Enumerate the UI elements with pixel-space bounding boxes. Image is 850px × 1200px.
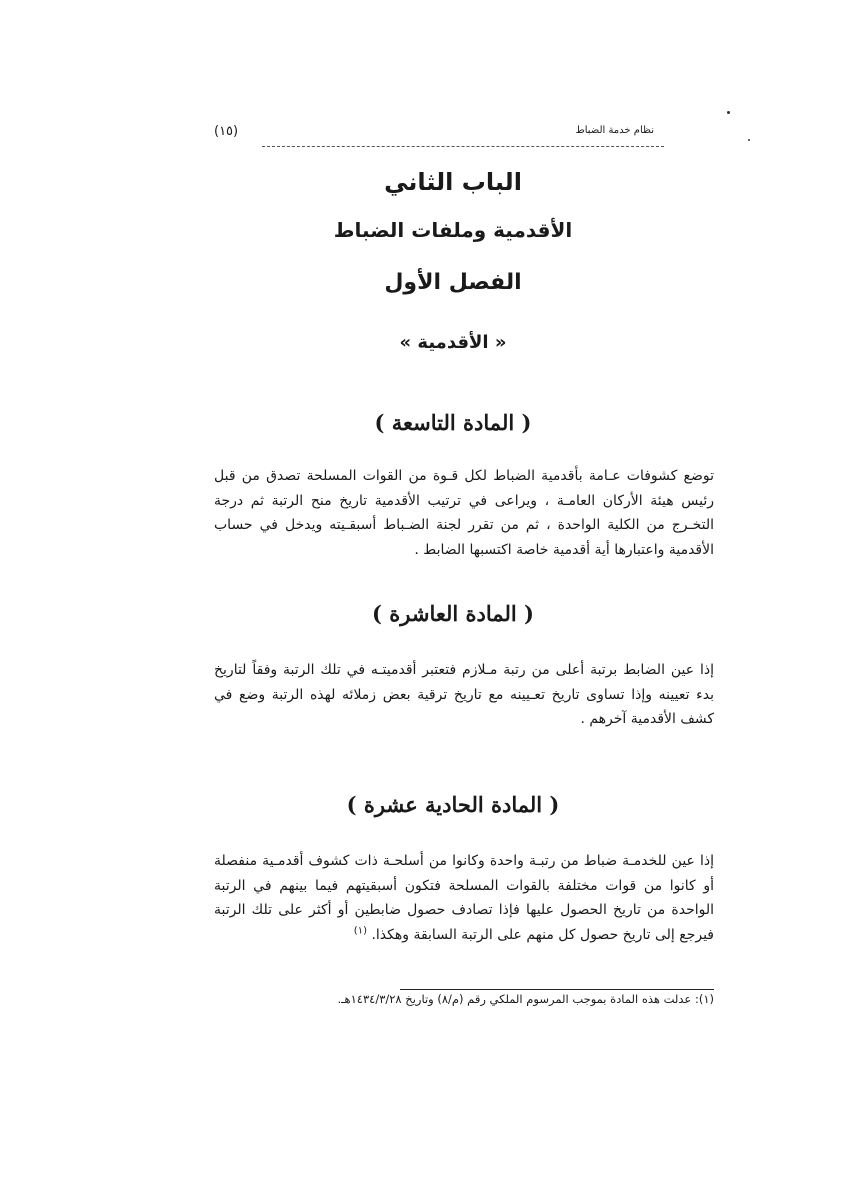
article-10-title: ( المادة العاشرة ) xyxy=(372,601,534,626)
footnote-marker: (١) xyxy=(353,924,367,936)
page-header xyxy=(214,124,666,148)
article-9-text: توضع كشوفات عـامة بأقدمية الضباط لكل قـوة من القوات المسلحة تصدق من قبل رئيس هيئة الأركان العامـة ، ويراعى في ترتيب الأقدمية تاريخ منح الرتبة ثم درجة التخـرج من الكلية الواحدة ، ثم من تقرر لجنة الضـباط أسبقـيته ويدخل في حساب الأقدمية واعتبارها أية أقدمية خاصة اكتسبها الضابط . xyxy=(214,468,714,558)
footnote-rule xyxy=(400,989,714,990)
article-10-text: إذا عين الضابط برتبة أعلى من رتبة مـلازم فتعتبر أقدميتـه في تلك الرتبة وفقاً لتاريخ بدء تعيينه وإذا تساوى تاريخ تعـيينه مع تاريخ ترقية بعض زملائه لهذه الرتبة وضع في كشف الأقدمية آخرهم . xyxy=(214,662,714,727)
article-11-paragraph xyxy=(214,849,714,947)
part-subtitle: الأقدمية وملفات الضباط xyxy=(333,218,573,242)
scan-speck xyxy=(727,111,730,114)
chapter-title: الفصل الأول xyxy=(384,270,522,295)
article-11-title: ( المادة الحادية عشرة ) xyxy=(346,792,560,817)
page-number: (١٥) xyxy=(214,124,239,139)
header-rule xyxy=(262,146,664,147)
chapter-subtitle: « الأقدمية » xyxy=(399,332,507,353)
part-title: الباب الثاني xyxy=(384,168,522,196)
footnote-text: (١): عدلت هذه المادة بموجب المرسوم الملكي رقم (م/٨) وتاريخ ١٤٣٤/٣/٢٨هـ. xyxy=(337,992,714,1006)
article-9-title: ( المادة التاسعة ) xyxy=(374,410,532,435)
running-title: نظام خدمة الضباط xyxy=(575,125,654,136)
scan-speck xyxy=(748,139,750,141)
article-11-text: إذا عين للخدمـة ضباط من رتبـة واحدة وكانوا من أسلحـة ذات كشوف أقدمـية منفصلة أو كانوا من قوات مختلفة بالقوات المسلحة فتكون أسبقيتهم فيما بينهم في الرتبة الواحدة من تاريخ الحصول عليها فإذا تصادف حصول ضابطين أو أكثر على تلك الرتبة فيرجع إلى تاريخ حصول كل منهم على الرتبة السابقة وهكذا. xyxy=(214,853,714,943)
